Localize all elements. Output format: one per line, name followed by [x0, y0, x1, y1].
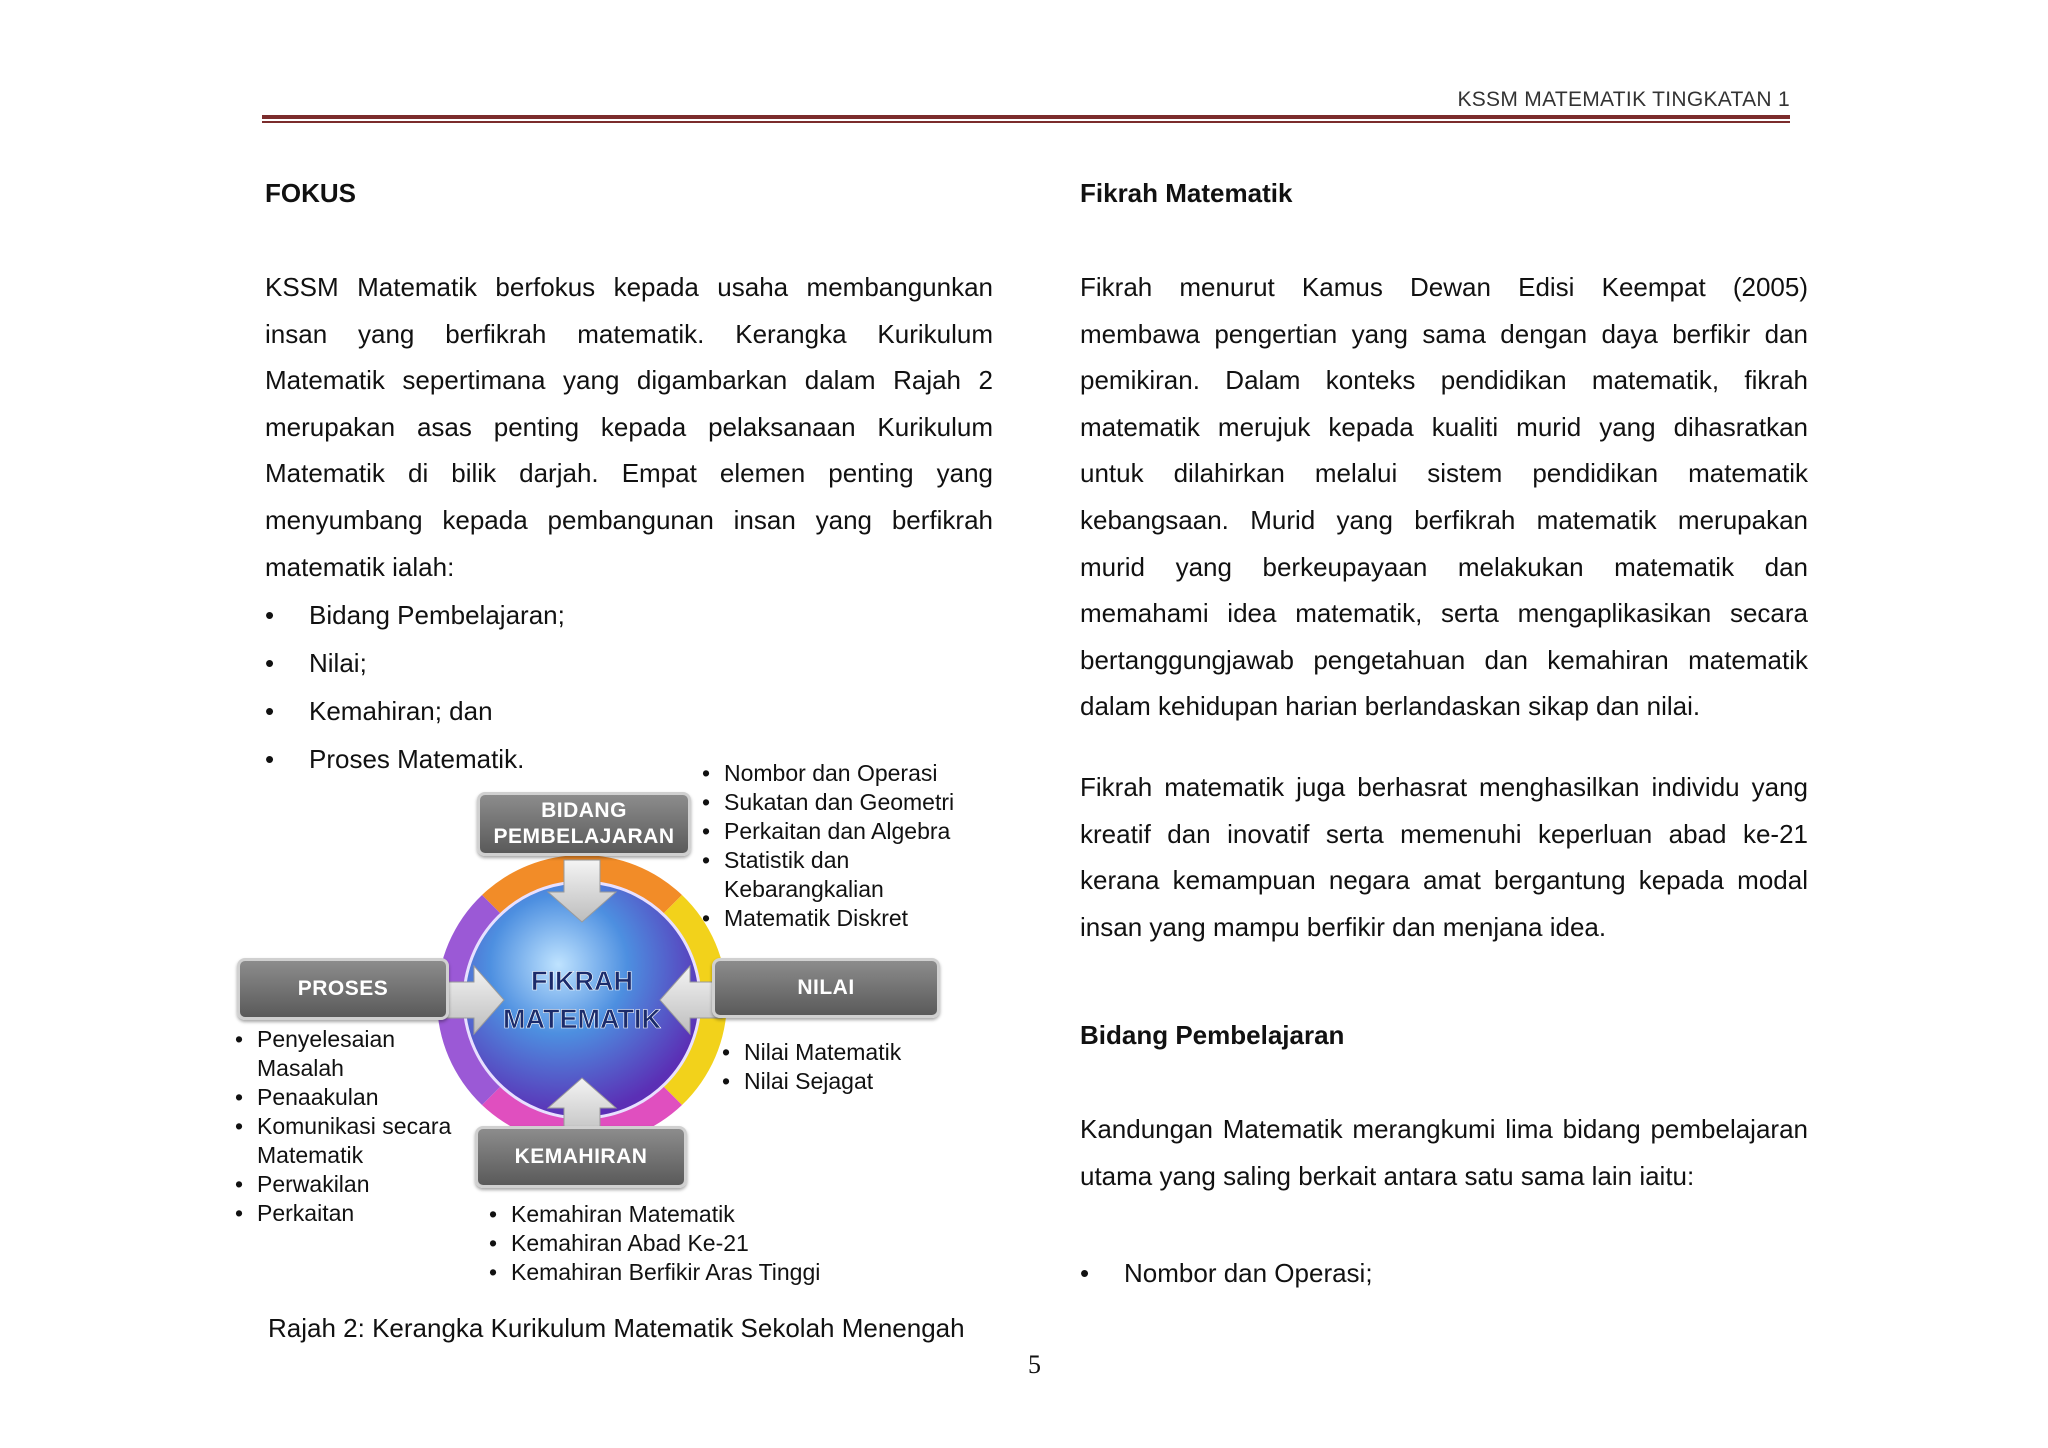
list-item: • Perkaitan [235, 1199, 451, 1228]
list-item: • Komunikasi secara [235, 1112, 451, 1141]
list-item: • Kemahiran; dan [265, 696, 993, 744]
heading-fokus: FOKUS [265, 178, 356, 208]
bidang-item-list [702, 759, 954, 933]
list-item: • Sukatan dan Geometri [702, 788, 954, 817]
heading-bidang-pembelajaran: Bidang Pembelajaran [1080, 1020, 1345, 1050]
right-bullet-list [1080, 1258, 1808, 1306]
page-number: 5 [1028, 1350, 1041, 1379]
center-label-matematik: MATEMATIK [503, 1004, 661, 1034]
paragraph-fokus: KSSM Matematik berfokus kepada usaha membangunkan insan yang berfikrah matematik. Kerangka Kurikulum Matematik sepertimana yang digambarkan dalam Rajah 2 merupakan asas penting kepada pelaksanaan Kurikulum Matematik di bilik darjah. Empat elemen penting yang menyumbang kepada pembangunan insan yang berfikrah matematik ialah: [265, 272, 993, 582]
paragraph-fikrah-1: Fikrah menurut Kamus Dewan Edisi Keempat (2005) membawa pengertian yang sama dengan daya berfikir dan pemikiran. Dalam konteks pendidikan matematik, fikrah matematik merujuk kepada kualiti murid yang dihasratkan untuk dilahirkan melalui sistem pendidikan matematik kebangsaan. Murid yang berfikrah matematik merupakan murid yang berkeupayaan melakukan matematik dan memahami idea matematik, serta mengaplikasikan secara bertanggungjawab pengetahuan dan kemahiran matematik dalam kehidupan harian berlandaskan sikap dan nilai. [1080, 272, 1808, 722]
list-item: • Nombor dan Operasi; [1080, 1258, 1808, 1306]
list-item: • Proses Matematik. [265, 744, 993, 792]
list-item: • Matematik Diskret [702, 904, 954, 933]
list-item: • Penaakulan [235, 1083, 451, 1112]
box-kemahiran [475, 1126, 687, 1188]
box-proses [237, 958, 449, 1020]
proses-item-list [235, 1025, 451, 1228]
box-label-kemahiran: KEMAHIRAN [514, 1145, 648, 1168]
list-item: • Kemahiran Abad Ke-21 [489, 1229, 820, 1258]
list-item: • Kemahiran Berfikir Aras Tinggi [489, 1258, 820, 1287]
list-item: Kebarangkalian [724, 876, 884, 902]
nilai-item-list [722, 1038, 901, 1096]
running-header: KSSM MATEMATIK TINGKATAN 1 [1457, 88, 1790, 111]
box-label-proses: PROSES [297, 977, 389, 1000]
heading-fikrah-matematik: Fikrah Matematik [1080, 178, 1293, 208]
list-item: • Kemahiran Matematik [489, 1200, 820, 1229]
figure-caption: Rajah 2: Kerangka Kurikulum Matematik Sekolah Menengah [268, 1313, 965, 1343]
list-item: Matematik [257, 1142, 364, 1168]
framework-diagram [230, 760, 990, 1300]
list-item: • Bidang Pembelajaran; [265, 600, 993, 648]
list-item: • Statistik dan [702, 846, 954, 875]
paragraph-bidang: Kandungan Matematik merangkumi lima bidang pembelajaran utama yang saling berkait antara satu sama lain iaitu: [1080, 1114, 1808, 1191]
box-label-pembelajaran: PEMBELAJARAN [493, 825, 675, 848]
box-nilai [712, 958, 940, 1018]
list-item: • Penyelesaian [235, 1025, 451, 1054]
box-label-bidang: BIDANG [541, 799, 627, 822]
header-rule-thin [262, 121, 1790, 123]
list-item: • Nilai Sejagat [722, 1067, 901, 1096]
list-item: • Perkaitan dan Algebra [702, 817, 954, 846]
center-label-fikrah: FIKRAH [531, 966, 633, 996]
list-item: • Nilai Matematik [722, 1038, 901, 1067]
list-item: • Nombor dan Operasi [702, 759, 954, 788]
list-item: • Perwakilan [235, 1170, 451, 1199]
list-item: Masalah [257, 1055, 344, 1081]
paragraph-fikrah-2: Fikrah matematik juga berhasrat menghasilkan individu yang kreatif dan inovatif serta memenuhi keperluan abad ke-21 kerana kemampuan negara amat bergantung kepada modal insan yang mampu berfikir dan menjana idea. [1080, 772, 1808, 942]
box-bidang-pembelajaran [477, 792, 691, 856]
header-rule-thick [262, 115, 1790, 119]
kemahiran-item-list [489, 1200, 820, 1287]
list-item: • Nilai; [265, 648, 993, 696]
box-label-nilai: NILAI [797, 976, 855, 999]
